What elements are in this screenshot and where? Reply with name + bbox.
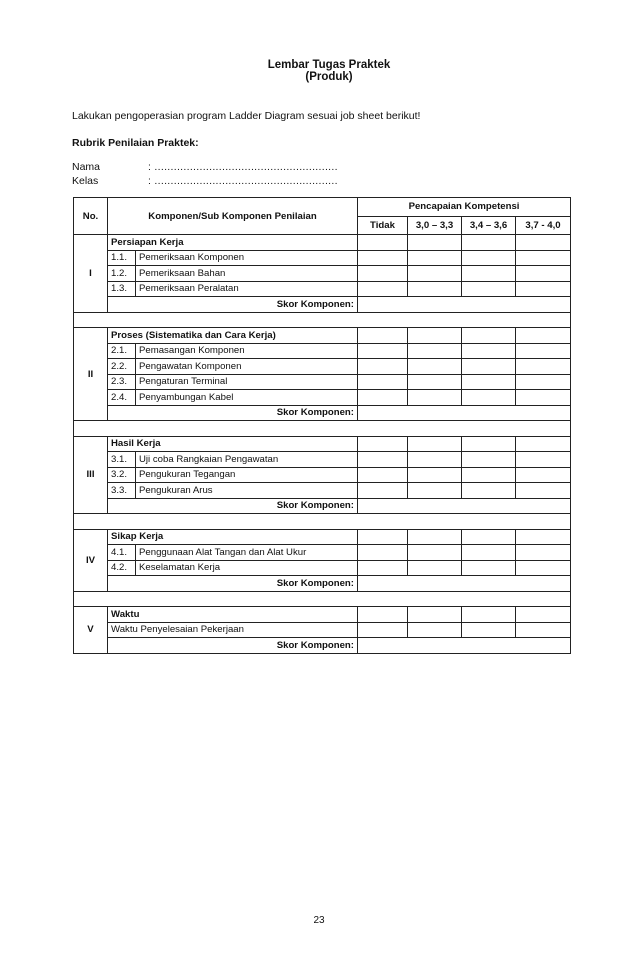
component-score-label: Skor Komponen: (108, 405, 358, 421)
item-row (74, 622, 571, 638)
score-cell[interactable] (358, 390, 408, 406)
score-cell[interactable] (358, 266, 408, 282)
rubric-heading: Rubrik Penilaian Praktek: (72, 137, 199, 149)
level-header: 3,0 – 3,3 (408, 216, 462, 235)
score-cell[interactable] (516, 483, 571, 499)
item-row (74, 483, 571, 499)
score-cell[interactable] (358, 452, 408, 468)
item-label: Pengukuran Tegangan (136, 467, 358, 483)
item-row (74, 560, 571, 576)
item-row (74, 343, 571, 359)
level-header: 3,4 – 3,6 (462, 216, 516, 235)
score-cell[interactable] (408, 560, 462, 576)
section-number: II (74, 328, 108, 421)
doc-title: Lembar Tugas Praktek (267, 59, 391, 71)
item-number: 2.2. (108, 359, 136, 375)
score-cell[interactable] (358, 545, 408, 561)
item-label: Waktu Penyelesaian Pekerjaan (108, 622, 358, 638)
item-label: Pemeriksaan Bahan (136, 266, 358, 282)
score-cell[interactable] (408, 281, 462, 297)
doc-subtitle: (Produk) (305, 71, 353, 83)
item-row (74, 452, 571, 468)
score-cell[interactable] (462, 328, 516, 344)
score-cell[interactable] (516, 607, 571, 623)
item-row (74, 281, 571, 297)
item-row (74, 390, 571, 406)
item-label: Penyambungan Kabel (136, 390, 358, 406)
item-number: 3.2. (108, 467, 136, 483)
assessment-rubric-table (73, 197, 571, 654)
page-number: 23 (313, 915, 325, 926)
level-header: Tidak (358, 216, 408, 235)
score-cell[interactable] (516, 235, 571, 251)
section-title: Persiapan Kerja (108, 235, 358, 251)
score-cell[interactable] (408, 343, 462, 359)
separator-cell (74, 421, 571, 437)
item-label: Pemasangan Komponen (136, 343, 358, 359)
item-label: Keselamatan Kerja (136, 560, 358, 576)
score-cell[interactable] (408, 235, 462, 251)
item-number: 4.1. (108, 545, 136, 561)
section-number: V (74, 607, 108, 654)
score-cell[interactable] (462, 250, 516, 266)
item-row (74, 374, 571, 390)
item-number: 3.1. (108, 452, 136, 468)
section-number: I (74, 235, 108, 313)
section-title: Hasil Kerja (108, 436, 358, 452)
score-cell[interactable] (358, 235, 408, 251)
score-cell[interactable] (408, 359, 462, 375)
item-row (74, 359, 571, 375)
section-title-row (74, 607, 571, 623)
component-score-label: Skor Komponen: (108, 498, 358, 514)
score-cell[interactable] (516, 560, 571, 576)
score-cell[interactable] (408, 436, 462, 452)
score-cell[interactable] (516, 359, 571, 375)
header-row (74, 198, 571, 217)
item-row (74, 467, 571, 483)
component-score-label: Skor Komponen: (108, 576, 358, 592)
item-row (74, 266, 571, 282)
score-cell[interactable] (462, 390, 516, 406)
score-cell[interactable] (408, 390, 462, 406)
score-cell[interactable] (408, 622, 462, 638)
kelas-field[interactable]: : ......................................................... (148, 175, 338, 187)
score-cell[interactable] (408, 328, 462, 344)
score-cell[interactable] (516, 328, 571, 344)
score-cell[interactable] (358, 622, 408, 638)
rubric-body (74, 235, 571, 654)
score-cell[interactable] (462, 266, 516, 282)
score-cell[interactable] (358, 560, 408, 576)
score-cell[interactable] (462, 529, 516, 545)
item-label: Pengaturan Terminal (136, 374, 358, 390)
score-cell[interactable] (516, 390, 571, 406)
score-cell[interactable] (462, 545, 516, 561)
section-separator (74, 591, 571, 607)
score-cell[interactable] (358, 436, 408, 452)
component-score-row (74, 297, 571, 313)
section-title: Sikap Kerja (108, 529, 358, 545)
score-cell[interactable] (516, 343, 571, 359)
instruction-text: Lakukan pengoperasian program Ladder Diagram sesuai job sheet berikut! (72, 110, 421, 122)
score-cell[interactable] (408, 250, 462, 266)
score-cell[interactable] (358, 281, 408, 297)
item-row (74, 545, 571, 561)
section-number: III (74, 436, 108, 514)
score-cell[interactable] (358, 529, 408, 545)
separator-cell (74, 591, 571, 607)
component-score-label: Skor Komponen: (108, 297, 358, 313)
score-cell[interactable] (516, 529, 571, 545)
score-cell[interactable] (516, 374, 571, 390)
component-score-label: Skor Komponen: (108, 638, 358, 654)
score-cell[interactable] (358, 467, 408, 483)
component-score-value[interactable] (358, 405, 571, 421)
score-cell[interactable] (408, 374, 462, 390)
score-cell[interactable] (516, 281, 571, 297)
score-cell[interactable] (408, 467, 462, 483)
score-cell[interactable] (516, 250, 571, 266)
item-label: Uji coba Rangkaian Pengawatan (136, 452, 358, 468)
component-score-value[interactable] (358, 297, 571, 313)
item-label: Pengukuran Arus (136, 483, 358, 499)
score-cell[interactable] (516, 266, 571, 282)
item-label: Pengawatan Komponen (136, 359, 358, 375)
item-number: 2.4. (108, 390, 136, 406)
score-cell[interactable] (516, 436, 571, 452)
score-cell[interactable] (408, 529, 462, 545)
item-number: 1.2. (108, 266, 136, 282)
score-cell[interactable] (516, 467, 571, 483)
component-score-row (74, 576, 571, 592)
col-achievement-header: Pencapaian Kompetensi (358, 198, 571, 217)
component-score-row (74, 498, 571, 514)
level-header: 3,7 - 4,0 (516, 216, 571, 235)
score-cell[interactable] (462, 374, 516, 390)
score-cell[interactable] (358, 374, 408, 390)
component-score-row (74, 405, 571, 421)
separator-cell (74, 312, 571, 328)
section-title: Proses (Sistematika dan Cara Kerja) (108, 328, 358, 344)
score-cell[interactable] (462, 235, 516, 251)
section-title-row (74, 436, 571, 452)
item-number: 1.3. (108, 281, 136, 297)
kelas-label: Kelas (72, 175, 99, 187)
score-cell[interactable] (408, 452, 462, 468)
col-no-header: No. (74, 198, 108, 235)
score-cell[interactable] (462, 607, 516, 623)
item-number: 3.3. (108, 483, 136, 499)
score-cell[interactable] (358, 250, 408, 266)
score-cell[interactable] (462, 343, 516, 359)
section-title-row (74, 328, 571, 344)
component-score-value[interactable] (358, 638, 571, 654)
score-cell[interactable] (516, 452, 571, 468)
score-cell[interactable] (358, 343, 408, 359)
score-cell[interactable] (408, 607, 462, 623)
item-label: Penggunaan Alat Tangan dan Alat Ukur (136, 545, 358, 561)
separator-cell (74, 514, 571, 530)
score-cell[interactable] (516, 622, 571, 638)
score-cell[interactable] (408, 545, 462, 561)
col-component-header: Komponen/Sub Komponen Penilaian (108, 198, 358, 235)
item-number: 4.2. (108, 560, 136, 576)
score-cell[interactable] (358, 483, 408, 499)
item-number: 2.3. (108, 374, 136, 390)
score-cell[interactable] (358, 359, 408, 375)
nama-field[interactable]: : ......................................................... (148, 161, 338, 173)
component-score-value[interactable] (358, 576, 571, 592)
score-cell[interactable] (408, 266, 462, 282)
component-score-row (74, 638, 571, 654)
section-separator (74, 312, 571, 328)
score-cell[interactable] (516, 545, 571, 561)
score-cell[interactable] (358, 607, 408, 623)
score-cell[interactable] (358, 328, 408, 344)
section-number: IV (74, 529, 108, 591)
score-cell[interactable] (462, 560, 516, 576)
section-title-row (74, 529, 571, 545)
section-separator (74, 514, 571, 530)
section-title: Waktu (108, 607, 358, 623)
section-title-row (74, 235, 571, 251)
score-cell[interactable] (408, 483, 462, 499)
score-cell[interactable] (462, 452, 516, 468)
component-score-value[interactable] (358, 498, 571, 514)
item-number: 2.1. (108, 343, 136, 359)
section-separator (74, 421, 571, 437)
item-label: Pemeriksaan Komponen (136, 250, 358, 266)
score-cell[interactable] (462, 281, 516, 297)
item-number: 1.1. (108, 250, 136, 266)
score-cell[interactable] (462, 467, 516, 483)
score-cell[interactable] (462, 483, 516, 499)
item-row (74, 250, 571, 266)
score-cell[interactable] (462, 359, 516, 375)
score-cell[interactable] (462, 436, 516, 452)
item-label: Pemeriksaan Peralatan (136, 281, 358, 297)
nama-label: Nama (72, 161, 101, 173)
score-cell[interactable] (462, 622, 516, 638)
